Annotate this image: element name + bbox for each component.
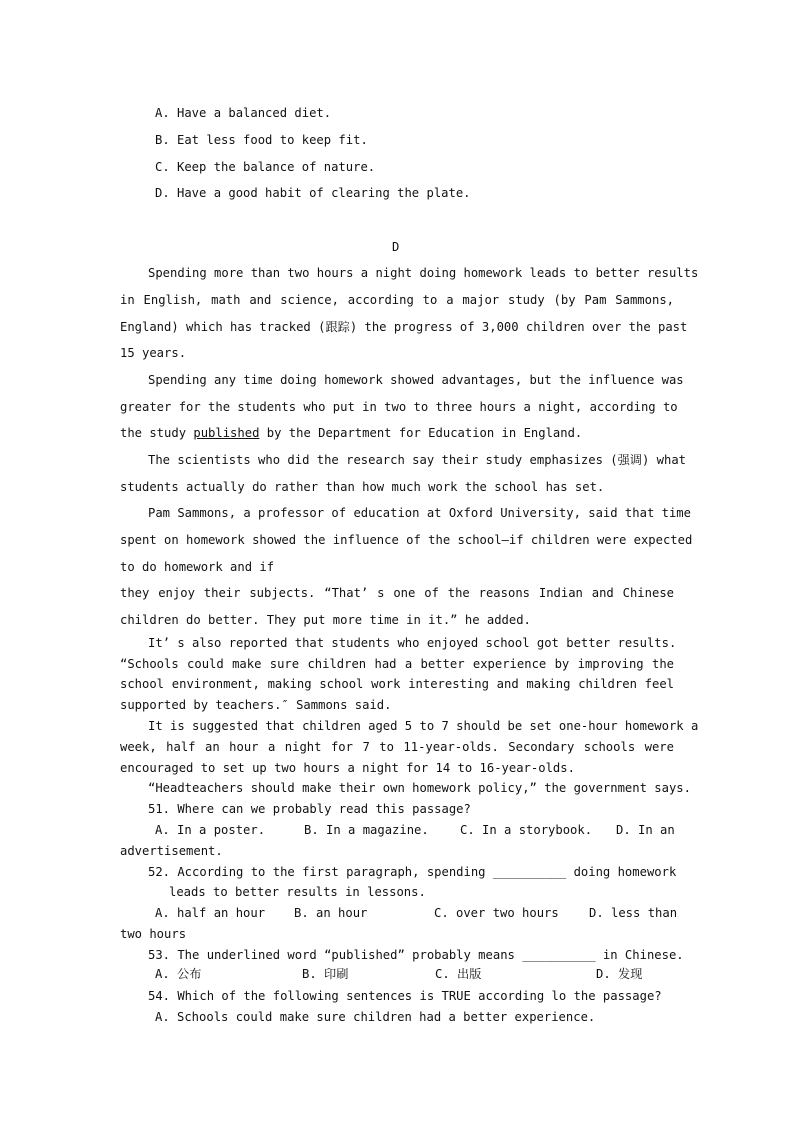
q53-option-b: B. 印刷 [302, 967, 349, 981]
passage-line: school environment, making school work interesting and making children feel [120, 677, 674, 691]
q54-option-a: A. Schools could make sure children had a better experience. [155, 1010, 596, 1024]
passage-line: they enjoy their subjects. “That’ s one of the reasons Indian and Chinese [120, 586, 674, 600]
passage-line: supported by teachers.″ Sammons said. [120, 698, 392, 712]
q51-option-d-cont: advertisement. [120, 844, 223, 858]
option-d: D. Have a good habit of clearing the plate. [155, 186, 471, 200]
passage-line: It’ s also reported that students who enjoyed school got better results. [148, 636, 677, 650]
q51-option-d: D. In an [616, 823, 675, 837]
q52-option-b: B. an hour [294, 906, 368, 920]
passage-line: week, half an hour a night for 7 to 11-year-olds. Secondary schools were [120, 740, 674, 754]
option-c: C. Keep the balance of nature. [155, 160, 376, 174]
passage-line: Spending more than two hours a night doing homework leads to better results [148, 266, 699, 280]
q51-option-c: C. In a storybook. [460, 823, 593, 837]
passage-line: “Schools could make sure children had a better experience by improving the [120, 657, 674, 671]
q53-option-a: A. 公布 [155, 967, 202, 981]
underlined-word: published [193, 426, 260, 440]
question-52-stem-cont: leads to better results in lessons. [169, 885, 426, 899]
passage-line [120, 425, 582, 441]
passage-line: spent on homework showed the influence of the school—if children were expected [120, 533, 693, 547]
passage-line: “Headteachers should make their own homework policy,” the government says. [148, 781, 691, 795]
passage-line: in English, math and science, according to a major study (by Pam Sammons, [120, 293, 674, 307]
question-51-stem: 51. Where can we probably read this passage? [148, 802, 471, 816]
q52-option-a: A. half an hour [155, 906, 266, 920]
passage-line: students actually do rather than how much work the school has set. [120, 480, 605, 494]
passage-line: England) which has tracked (跟踪) the progress of 3,000 children over the past [120, 320, 688, 334]
passage-line: children do better. They put more time in it.” he added. [120, 613, 531, 627]
q52-option-d: D. less than [589, 906, 678, 920]
question-52-stem: 52. According to the first paragraph, spending __________ doing homework [148, 865, 677, 879]
section-title: D [392, 240, 400, 254]
passage-text: by the Department for Education in England. [259, 426, 583, 440]
q51-option-b: B. In a magazine. [304, 823, 429, 837]
passage-line: The scientists who did the research say their study emphasizes (强调) what [148, 453, 686, 467]
passage-line: Spending any time doing homework showed advantages, but the influence was [148, 373, 684, 387]
question-53-stem: 53. The underlined word “published” probably means __________ in Chinese. [148, 948, 684, 962]
passage-line: 15 years. [120, 346, 187, 360]
passage-line: to do homework and if [120, 560, 275, 574]
q52-option-d-cont: two hours [120, 927, 187, 941]
passage-line: It is suggested that children aged 5 to 7 should be set one-hour homework a [148, 719, 699, 733]
passage-line: encouraged to set up two hours a night for 14 to 16-year-olds. [120, 761, 575, 775]
q53-option-c: C. 出版 [435, 967, 482, 981]
q52-option-c: C. over two hours [434, 906, 559, 920]
option-b: B. Eat less food to keep fit. [155, 133, 368, 147]
passage-line: Pam Sammons, a professor of education at Oxford University, said that time [148, 506, 691, 520]
passage-text: the study [120, 426, 194, 440]
q53-option-d: D. 发现 [596, 967, 643, 981]
passage-line: greater for the students who put in two to three hours a night, according to [120, 400, 678, 414]
q51-option-a: A. In a poster. [155, 823, 266, 837]
question-54-stem: 54. Which of the following sentences is TRUE according lo the passage? [148, 989, 662, 1003]
option-a: A. Have a balanced diet. [155, 106, 332, 120]
